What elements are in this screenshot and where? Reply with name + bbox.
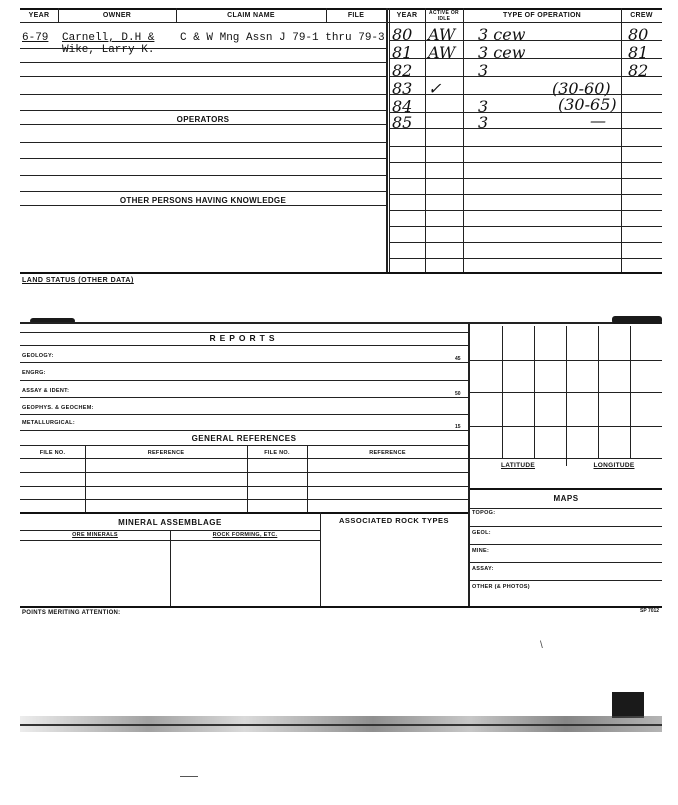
report-assay: ASSAY & IDENT: [22,388,70,394]
op-type-84: 3 [478,97,489,116]
associated-rock-types: ASSOCIATED ROCK TYPES [339,516,449,525]
claim-name: C & W Mng Assn J 79-1 thru 79-3 [180,32,385,44]
owner-name-line-1: Carnell, D.H & [62,32,155,44]
op-crew-82: 82 [628,61,649,80]
op-type-83: (30-60) [552,79,611,98]
owner-year: 6-79 [22,32,49,44]
op-type-80: 3 cew [478,25,526,44]
op-year-84: 84 [392,97,413,116]
mineral-assemblage-title: MINERAL ASSEMBLAGE [118,518,222,527]
header-year: YEAR [28,12,50,19]
report-metallurgical: METALLURGICAL: [22,420,75,426]
report-geophys: GEOPHYS. & GEOCHEM: [22,405,94,411]
latitude-label: LATITUDE [500,462,536,469]
op-year-83: 83 [392,79,413,98]
op-crew-81: 81 [628,43,649,62]
op-year-85: 85 [392,113,413,132]
op-active-80: AW [428,25,456,44]
maps-assay: ASSAY: [472,566,494,572]
other-persons-label: OTHER PERSONS HAVING KNOWLEDGE [119,196,287,205]
op-year-80: 80 [392,25,413,44]
op-active-83: ✓ [428,79,442,98]
header-year-2: YEAR [396,12,418,19]
maps-topog: TOPOG: [472,510,496,516]
report-engrg: ENGRG: [22,370,46,376]
header-active-idle: ACTIVE OR IDLE [429,10,459,22]
op-crew-80: 80 [628,25,649,44]
general-references-title: GENERAL REFERENCES [191,434,297,443]
header-type-of-operation: TYPE OF OPERATION [502,12,582,19]
op-type-82: 3 [478,61,489,80]
ore-minerals-label: ORE MINERALS [72,532,118,538]
op-type-85: 3 [478,113,489,132]
reports-title: REPORTS [209,333,279,343]
op-active-81: AW [428,43,456,62]
maps-mine: MINE: [472,548,490,554]
op-crew-84: (30-65) [558,95,617,114]
longitude-label: LONGITUDE [593,462,635,469]
report-geology-num: 45 [455,356,461,362]
report-geology: GEOLOGY: [22,353,54,359]
operators-label: OPERATORS [176,115,230,124]
op-crew-85: — [590,111,606,130]
owner-name-line-2: Wike, Larry K. [62,44,155,56]
op-year-81: 81 [392,43,413,62]
header-claim-name: CLAIM NAME [227,12,275,19]
rock-forming-label: ROCK FORMING, ETC. [212,532,278,538]
maps-geol: GEOL: [472,530,491,536]
gr-file-no-1: FILE NO. [39,450,66,456]
gr-reference-2: REFERENCE [369,450,406,456]
points-meriting-attention: POINTS MERITING ATTENTION: [22,610,121,616]
header-file: FILE [347,12,365,19]
land-status-label: LAND STATUS (OTHER DATA) [22,277,134,284]
maps-other: OTHER (& PHOTOS) [472,584,530,590]
gr-file-no-2: FILE NO. [264,450,290,456]
maps-title: MAPS [553,494,579,503]
op-year-82: 82 [392,61,413,80]
form-number: SP 7012 [640,608,660,614]
report-assay-num: 50 [455,391,461,397]
header-owner: OWNER [102,12,132,19]
header-crew: CREW [630,12,653,19]
report-metallurgical-num: 15 [455,424,461,430]
op-type-81: 3 cew [478,43,526,62]
gr-reference-1: REFERENCE [147,450,185,456]
